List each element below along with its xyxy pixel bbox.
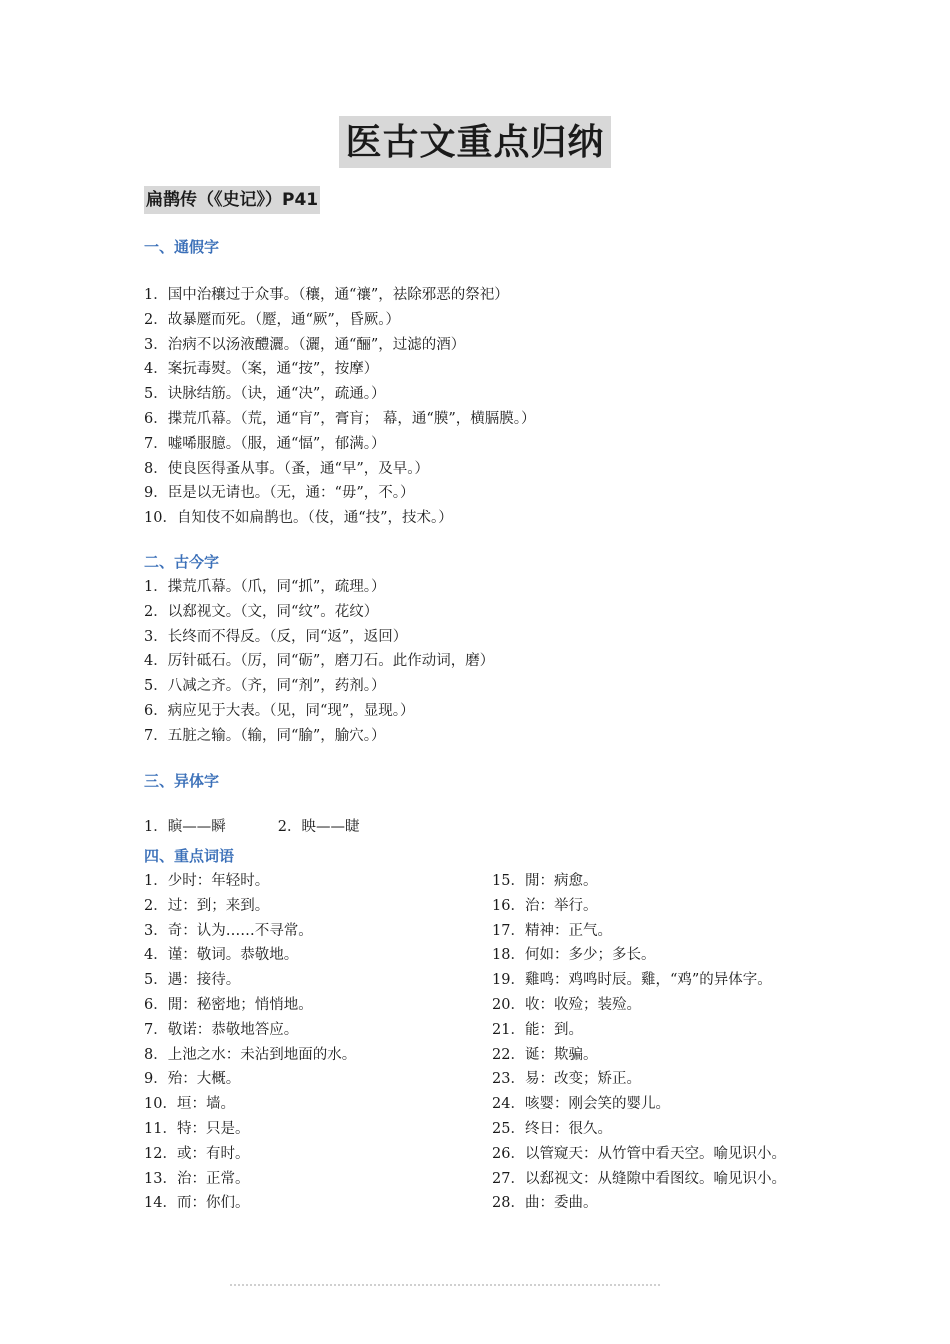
list-item: 28．曲：委曲。 xyxy=(492,1195,598,1212)
list-item: 19．雞鸣：鸡鸣时辰。雞，“鸡”的异体字。 xyxy=(492,972,772,989)
list-item: 21．能：到。 xyxy=(492,1021,583,1038)
list-item: 3．治病不以汤液醴灑。（灑，通“酾”，过滤的酒） xyxy=(144,336,466,353)
list-item: 22．诞：欺骗。 xyxy=(492,1046,598,1063)
list-item: 9．臣是以无请也。（无，通：“毋”，不。） xyxy=(144,485,415,502)
list-item: 11．特：只是。 xyxy=(144,1120,250,1137)
list-item: 5．诀脉结筋。（诀，通“决”，疏通。） xyxy=(144,386,386,403)
list-item: 4．厉针砥石。（厉，同“砺”，磨刀石。此作动词，磨） xyxy=(144,653,495,670)
list-item: 12．或：有时。 xyxy=(144,1145,250,1162)
section-heading-tongjia: 一、通假字 xyxy=(144,238,220,256)
section-heading-yiti: 三、异体字 xyxy=(144,772,220,790)
yiti-item: 2．眏——睫 xyxy=(277,819,360,835)
list-item: 6．揲荒爪幕。（荒，通“肓”，膏肓； 幕，通“膜”，横膈膜。） xyxy=(144,410,536,427)
list-item: 20．收：收殓；装殓。 xyxy=(492,996,641,1013)
list-item: 5．遇：接待。 xyxy=(144,972,241,989)
section-heading-gujin: 二、古今字 xyxy=(144,553,220,571)
page-title-wrap xyxy=(0,116,950,168)
list-item: 5．八减之齐。（齐，同“剂”，药剂。） xyxy=(144,678,386,695)
list-item: 7．嘘唏服臆。（服，通“愊”，郁满。） xyxy=(144,435,386,452)
cidian-list-right xyxy=(492,869,786,1216)
yiti-item: 1．瞚——瞬 xyxy=(144,819,226,835)
list-item: 1．国中治穰过于众事。（穰，通“禳”，祛除邪恶的祭祀） xyxy=(144,287,509,303)
list-item: 10．自知伎不如扁鹊也。（伎，通“技”，技术。） xyxy=(144,510,453,527)
list-item: 4．谨：敬词。恭敬地。 xyxy=(144,947,299,964)
chapter-subtitle: 扁鹊传（《史记》）P41 xyxy=(144,186,320,214)
list-item: 8．上池之水：未沾到地面的水。 xyxy=(144,1046,357,1063)
list-item: 10．垣：墙。 xyxy=(144,1096,235,1113)
list-item: 6．閒：秘密地；悄悄地。 xyxy=(144,996,313,1013)
list-item: 7．敬诺：恭敬地答应。 xyxy=(144,1021,299,1038)
list-item: 23．易：改变；矫正。 xyxy=(492,1071,641,1088)
list-item: 6．病应见于大表。（见，同“现”，显现。） xyxy=(144,702,415,719)
list-item: 26．以管窥天：从竹管中看天空。喻见识小。 xyxy=(492,1145,786,1162)
footer-divider xyxy=(230,1284,660,1292)
list-item: 16．治：举行。 xyxy=(492,897,598,914)
list-item: 9．殆：大概。 xyxy=(144,1071,241,1088)
list-item: 13．治：正常。 xyxy=(144,1170,250,1187)
list-item: 3．长终而不得反。（反，同“返”，返回） xyxy=(144,628,408,645)
tongjia-list xyxy=(144,283,535,531)
list-item: 2．以郄视文。（文，同“纹”。花纹） xyxy=(144,603,379,620)
list-item: 2．过：到；来到。 xyxy=(144,897,270,914)
list-item: 1．少时：年轻时。 xyxy=(144,873,270,889)
list-item: 24．咳婴：刚会笑的婴儿。 xyxy=(492,1096,670,1113)
list-item: 2．故暴蹷而死。（蹷，通“厥”，昏厥。） xyxy=(144,311,401,328)
list-item: 3．奇：认为……不寻常。 xyxy=(144,922,313,939)
list-item: 17．精神：正气。 xyxy=(492,922,612,939)
gujin-list xyxy=(144,575,494,749)
list-item: 15．閒：病愈。 xyxy=(492,873,598,889)
list-item: 14．而：你们。 xyxy=(144,1195,250,1212)
cidian-list-left xyxy=(144,869,356,1216)
list-item: 7．五脏之输。（输，同“腧”，腧穴。） xyxy=(144,727,386,744)
list-item: 4．案抏毒熨。（案，通“按”，按摩） xyxy=(144,361,379,378)
yiti-line xyxy=(144,815,359,839)
list-item: 25．终日：很久。 xyxy=(492,1120,612,1137)
page-title: 医古文重点归纳 xyxy=(339,116,610,168)
list-item: 8．使良医得蚤从事。（蚤，通“早”，及早。） xyxy=(144,460,430,477)
list-item: 1．揲荒爪幕。（爪，同“抓”，疏理。） xyxy=(144,579,386,595)
list-item: 27．以郄视文：从缝隙中看图纹。喻见识小。 xyxy=(492,1170,786,1187)
list-item: 18．何如：多少；多长。 xyxy=(492,947,656,964)
section-heading-cidian: 四、重点词语 xyxy=(144,847,235,865)
